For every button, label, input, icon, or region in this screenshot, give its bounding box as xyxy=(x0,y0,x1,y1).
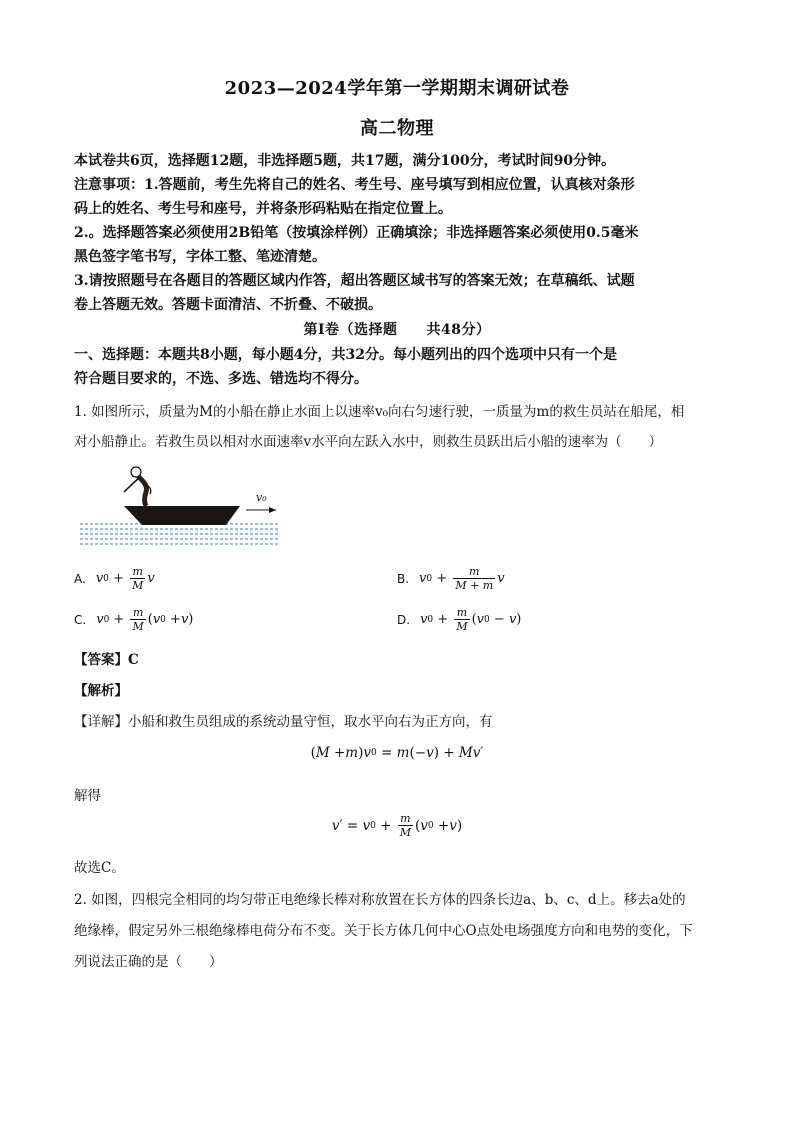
q1-option-d[interactable] xyxy=(397,606,521,633)
answer-label: 【答案】C xyxy=(74,652,139,668)
analysis-label: 【解析】 xyxy=(74,683,128,699)
section-title: 第Ⅰ卷（选择题 共48分） xyxy=(303,322,491,338)
q1-conclusion: 故选C。 xyxy=(74,860,125,876)
solution-equation: v′ = v 0 + $\frac{m}{M}$ ( v 0 + v ) xyxy=(331,812,463,840)
option-a-letter: A. xyxy=(74,571,86,586)
option-d-letter: D. xyxy=(397,612,411,627)
momentum-equation: ( M + m ) v 0 = m (− v ) + Mv′ xyxy=(310,745,484,761)
instructions-line-1: 本试卷共6页，选择题12题，非选择题5题，共17题，满分100分，考试时间90分钟。 xyxy=(74,153,616,169)
q2-stem-line-1: 2. 如图，四根完全相同的均匀带正电绝缘长棒对称放置在长方体的四条长边a、b、c、d上。移去a处的 xyxy=(74,892,686,908)
q1-stem-line-2: 对小船静止。若救生员以相对水面速率v水平向左跃入水中，则救生员跃出后小船的速率为（ ） xyxy=(74,434,663,450)
solve-label: 解得 xyxy=(74,788,101,804)
velocity-arrow xyxy=(246,491,276,513)
exam-subtitle: 高二物理 xyxy=(360,118,434,139)
instructions-line-2: 注意事项：1.答题前，考生先将自己的姓名、考生号、座号填写到相应位置，认真核对条形 xyxy=(74,177,635,193)
boat-figure xyxy=(78,458,282,550)
boat-hull xyxy=(124,506,240,525)
lifeguard xyxy=(124,467,151,506)
q1-option-a[interactable] xyxy=(74,565,155,592)
q1-option-c[interactable] xyxy=(74,606,193,633)
water-lines xyxy=(80,524,278,544)
option-d-formula: v 0 + $\frac{m}{M}$ ( v 0 − v ) xyxy=(420,606,522,634)
instructions-line-7: 卷上答题无效。答题卡面清洁、不折叠、不破损。 xyxy=(74,297,382,313)
instructions-line-4: 2.。选择题答案必须使用2B铅笔（按填涂样例）正确填涂；非选择题答案必须使用0.5毫米 xyxy=(74,225,639,241)
exam-title: 2023—2024学年第一学期期末调研试卷 xyxy=(224,78,570,99)
instructions-line-6: 3.请按照题号在各题目的答题区域内作答，超出答题区域书写的答案无效；在草稿纸、试题 xyxy=(74,273,635,289)
instructions-line-3: 码上的姓名、考生号和座号，并将条形码粘贴在指定位置上。 xyxy=(74,201,452,217)
option-c-formula: v 0 + $\frac{m}{M}$ ( v 0 + v ) xyxy=(96,606,194,634)
q1-option-b[interactable] xyxy=(397,565,505,592)
section-desc-line-2: 符合题目要求的，不选、多选、错选均不得分。 xyxy=(74,371,368,387)
option-a-formula: v 0 + $\frac{m}{M}$ v xyxy=(95,565,155,593)
instructions-line-5: 黑色签字笔书写，字体工整、笔迹清楚。 xyxy=(74,249,326,265)
q1-stem-line-1: 1. 如图所示，质量为M的小船在静止水面上以速率v₀向右匀速行驶，一质量为m的救生员站在船尾，相 xyxy=(74,404,685,420)
option-b-formula: v 0 + $\frac{m}{M + m}$ v xyxy=(419,565,505,593)
option-b-letter: B. xyxy=(397,571,410,586)
q2-stem-line-3: 列说法正确的是（ ） xyxy=(74,954,223,970)
option-c-letter: C. xyxy=(74,612,87,627)
q1-detail: 【详解】小船和救生员组成的系统动量守恒，取水平向右为正方向，有 xyxy=(74,714,493,730)
q2-stem-line-2: 绝缘棒，假定另外三根绝缘棒电荷分布不变。关于长方体几何中心O点处电场强度方向和电势的变化，下 xyxy=(74,923,693,939)
section-desc-line-1: 一、选择题：本题共8小题，每小题4分，共32分。每小题列出的四个选项中只有一个是 xyxy=(74,347,617,363)
velocity-label: v₀ xyxy=(256,491,267,504)
